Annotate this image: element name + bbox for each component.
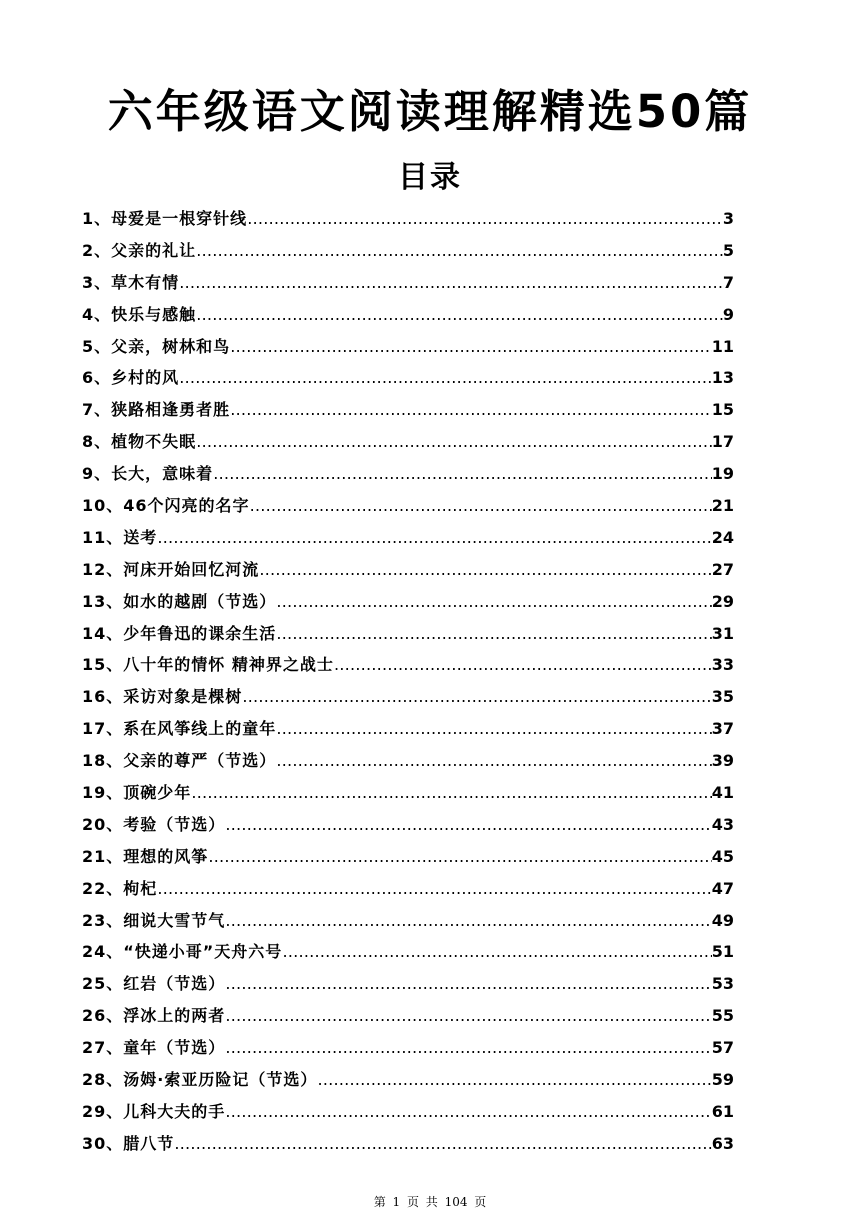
toc-entry-title: 5、父亲，树林和鸟 bbox=[82, 336, 231, 356]
toc-entry[interactable] bbox=[82, 652, 734, 684]
toc-entry-title: 3、草木有情 bbox=[82, 272, 180, 292]
toc-entry-page: 35 bbox=[711, 687, 734, 707]
page-footer: 第 1 页 共 104 页 bbox=[373, 1195, 487, 1209]
toc-leader-dots bbox=[225, 815, 711, 834]
toc-entry-title: 2、父亲的礼让 bbox=[82, 240, 197, 260]
toc-entry-title: 13、如水的越剧（节选） bbox=[82, 591, 277, 611]
toc-leader-dots bbox=[276, 592, 711, 611]
toc-entry-title: 19、顶碗少年 bbox=[82, 783, 192, 803]
toc-entry[interactable] bbox=[82, 429, 734, 461]
toc-entry-title: 6、乡村的风 bbox=[82, 368, 180, 388]
toc-entry[interactable] bbox=[82, 716, 734, 748]
toc-entry[interactable] bbox=[82, 397, 734, 429]
toc-entry-page: 15 bbox=[711, 400, 734, 420]
toc-leader-dots bbox=[191, 783, 711, 802]
toc-leader-dots bbox=[225, 1102, 711, 1121]
toc-entry-page: 21 bbox=[711, 496, 734, 516]
toc-entry[interactable] bbox=[82, 844, 734, 876]
toc-entry[interactable] bbox=[82, 493, 734, 525]
toc-entry-title: 30、腊八节 bbox=[82, 1133, 175, 1153]
toc-leader-dots bbox=[242, 687, 711, 706]
toc-entry[interactable] bbox=[82, 461, 734, 493]
toc-leader-dots bbox=[179, 368, 712, 387]
toc-leader-dots bbox=[276, 719, 711, 738]
toc-entry[interactable] bbox=[82, 1099, 734, 1131]
toc-leader-dots bbox=[196, 241, 723, 260]
toc-entry[interactable] bbox=[82, 589, 734, 621]
toc-entry[interactable] bbox=[82, 1131, 734, 1163]
toc-entry-title: 8、植物不失眠 bbox=[82, 432, 197, 452]
toc-leader-dots bbox=[196, 305, 723, 324]
toc-leader-dots bbox=[208, 847, 711, 866]
toc-entry-page: 33 bbox=[711, 655, 734, 675]
toc-entry-title: 26、浮冰上的两者 bbox=[82, 1006, 226, 1026]
toc-entry-title: 12、河床开始回忆河流 bbox=[82, 559, 260, 579]
table-of-contents bbox=[82, 206, 734, 1163]
toc-entry[interactable] bbox=[82, 302, 734, 334]
toc-entry-page: 9 bbox=[722, 304, 734, 324]
toc-leader-dots bbox=[247, 209, 723, 228]
toc-entry[interactable] bbox=[82, 1067, 734, 1099]
toc-entry[interactable] bbox=[82, 1003, 734, 1035]
toc-entry[interactable] bbox=[82, 748, 734, 780]
toc-entry[interactable] bbox=[82, 206, 734, 238]
toc-entry-page: 45 bbox=[711, 846, 734, 866]
toc-entry-page: 11 bbox=[711, 336, 734, 356]
toc-entry-page: 59 bbox=[711, 1070, 734, 1090]
toc-entry-page: 31 bbox=[711, 623, 734, 643]
toc-leader-dots bbox=[179, 273, 723, 292]
toc-entry-title: 24、“快递小哥”天舟六号 bbox=[82, 942, 283, 962]
toc-entry[interactable] bbox=[82, 908, 734, 940]
toc-entry-page: 37 bbox=[711, 719, 734, 739]
toc-entry-title: 25、红岩（节选） bbox=[82, 974, 226, 994]
toc-leader-dots bbox=[225, 911, 711, 930]
toc-entry[interactable] bbox=[82, 525, 734, 557]
toc-entry-title: 9、长大，意味着 bbox=[82, 464, 214, 484]
toc-entry-page: 27 bbox=[711, 559, 734, 579]
toc-entry-title: 1、母爱是一根穿针线 bbox=[82, 209, 248, 228]
toc-leader-dots bbox=[157, 528, 711, 547]
toc-entry[interactable] bbox=[82, 939, 734, 971]
toc-entry-title: 27、童年（节选） bbox=[82, 1038, 226, 1058]
toc-leader-dots bbox=[225, 1006, 711, 1025]
toc-entry-title: 22、枸杞 bbox=[82, 878, 158, 898]
toc-entry-page: 39 bbox=[711, 751, 734, 771]
toc-entry-page: 47 bbox=[711, 878, 734, 898]
toc-entry-page: 13 bbox=[711, 368, 734, 388]
toc-entry-title: 14、少年鲁迅的课余生活 bbox=[82, 623, 277, 643]
toc-entry[interactable] bbox=[82, 971, 734, 1003]
toc-entry-title: 20、考验（节选） bbox=[82, 814, 226, 834]
toc-entry-page: 49 bbox=[711, 910, 734, 930]
toc-entry-title: 7、狭路相逢勇者胜 bbox=[82, 400, 231, 420]
toc-entry[interactable] bbox=[82, 365, 734, 397]
toc-entry-title: 17、系在风筝线上的童年 bbox=[82, 719, 277, 739]
toc-leader-dots bbox=[259, 560, 711, 579]
toc-heading: 目录 bbox=[398, 160, 462, 195]
toc-entry[interactable] bbox=[82, 780, 734, 812]
toc-entry-title: 10、46个闪亮的名字 bbox=[82, 496, 250, 516]
toc-entry-page: 5 bbox=[722, 240, 734, 260]
toc-entry-page: 63 bbox=[711, 1133, 734, 1153]
toc-entry-title: 23、细说大雪节气 bbox=[82, 910, 226, 930]
toc-entry[interactable] bbox=[82, 557, 734, 589]
toc-leader-dots bbox=[157, 879, 711, 898]
toc-entry-page: 24 bbox=[711, 527, 734, 547]
toc-entry[interactable] bbox=[82, 238, 734, 270]
toc-entry[interactable] bbox=[82, 270, 734, 302]
toc-leader-dots bbox=[276, 624, 711, 643]
toc-entry-page: 57 bbox=[711, 1038, 734, 1058]
toc-entry-title: 11、送考 bbox=[82, 527, 158, 547]
toc-entry[interactable] bbox=[82, 334, 734, 366]
toc-entry-page: 3 bbox=[722, 209, 734, 228]
toc-leader-dots bbox=[225, 974, 711, 993]
toc-entry-title: 29、儿科大夫的手 bbox=[82, 1101, 226, 1121]
toc-entry-page: 51 bbox=[711, 942, 734, 962]
toc-entry-title: 4、快乐与感触 bbox=[82, 304, 197, 324]
toc-entry[interactable] bbox=[82, 876, 734, 908]
toc-entry-page: 19 bbox=[711, 464, 734, 484]
toc-entry[interactable] bbox=[82, 684, 734, 716]
toc-entry[interactable] bbox=[82, 812, 734, 844]
toc-entry-page: 41 bbox=[711, 783, 734, 803]
toc-leader-dots bbox=[317, 1070, 711, 1089]
toc-entry-page: 17 bbox=[711, 432, 734, 452]
toc-entry-page: 53 bbox=[711, 974, 734, 994]
toc-entry-page: 43 bbox=[711, 814, 734, 834]
toc-leader-dots bbox=[230, 400, 712, 419]
toc-leader-dots bbox=[282, 942, 711, 961]
toc-entry-page: 61 bbox=[711, 1101, 734, 1121]
toc-leader-dots bbox=[225, 1038, 711, 1057]
page-title: 六年级语文阅读理解精选50篇 bbox=[107, 85, 753, 138]
toc-entry-title: 18、父亲的尊严（节选） bbox=[82, 751, 277, 771]
toc-leader-dots bbox=[196, 432, 712, 451]
toc-leader-dots bbox=[174, 1134, 711, 1153]
toc-leader-dots bbox=[334, 655, 712, 674]
toc-entry-page: 55 bbox=[711, 1006, 734, 1026]
toc-entry-title: 21、理想的风筝 bbox=[82, 846, 209, 866]
toc-entry-title: 16、采访对象是棵树 bbox=[82, 687, 243, 707]
toc-leader-dots bbox=[276, 751, 711, 770]
toc-entry-page: 29 bbox=[711, 591, 734, 611]
toc-entry[interactable] bbox=[82, 621, 734, 653]
toc-entry[interactable] bbox=[82, 1035, 734, 1067]
toc-leader-dots bbox=[250, 496, 712, 515]
toc-entry-page: 7 bbox=[722, 272, 734, 292]
toc-entry-title: 28、汤姆·索亚历险记（节选） bbox=[82, 1070, 318, 1090]
toc-leader-dots bbox=[213, 464, 712, 483]
toc-entry-title: 15、八十年的情怀 精神界之战士 bbox=[82, 655, 334, 675]
toc-leader-dots bbox=[230, 337, 712, 356]
